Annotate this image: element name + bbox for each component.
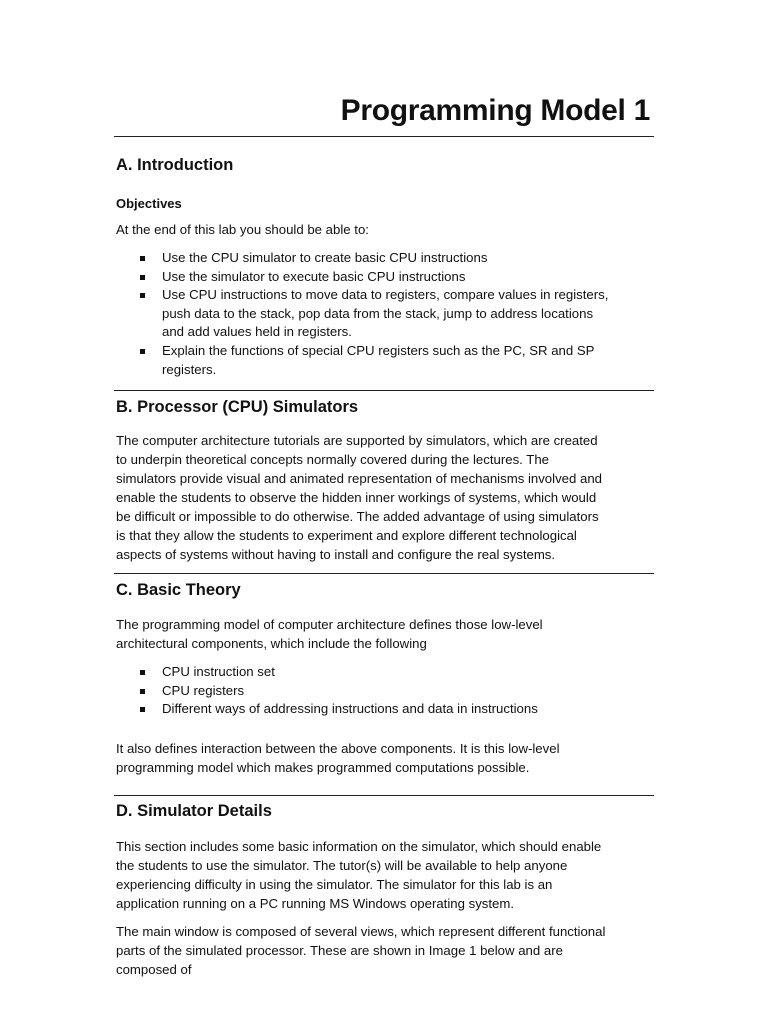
bullet-icon (140, 707, 145, 712)
section-d-paragraph-2 (116, 922, 656, 979)
section-a-heading: A. Introduction (116, 156, 234, 174)
text-line: is that they allow the students to experiment and explore different technological (116, 528, 577, 543)
list-item (140, 342, 640, 379)
text-line: architectural components, which include the following (116, 636, 427, 651)
list-item-text: Use CPU instructions to move data to registers, compare values in registers, (162, 287, 609, 303)
list-item (140, 249, 640, 268)
text-line: The main window is composed of several views, which represent different functional (116, 924, 606, 939)
objectives-label: Objectives (116, 196, 182, 211)
section-c-paragraph-2 (116, 739, 656, 777)
section-a-rule (114, 390, 654, 391)
list-item-text: CPU registers (162, 682, 245, 698)
list-item (140, 682, 640, 701)
list-item (140, 663, 640, 682)
list-item-text: CPU instruction set (162, 664, 275, 679)
list-item-text: Use the simulator to execute basic CPU instructions (162, 268, 466, 284)
bullet-icon (140, 349, 145, 354)
text-line: application running on a PC running MS Windows operating system. (116, 896, 515, 911)
page-title: Programming Model 1 (340, 94, 650, 127)
section-c-rule (114, 795, 654, 796)
text-line: enable the students to observe the hidden inner workings of systems, which would (116, 490, 597, 505)
text-line: aspects of systems without having to install and configure the real systems. (116, 547, 556, 562)
title-rule (114, 136, 654, 137)
list-item-text: Different ways of addressing instructions and data in instructions (162, 701, 538, 717)
bullet-icon (140, 256, 145, 261)
list-item-text: and add values held in registers. (162, 324, 352, 340)
list-item (140, 268, 640, 287)
list-item (140, 700, 640, 719)
text-line: experiencing difficulty in using the simulator. The simulator for this lab is an (116, 877, 553, 892)
objectives-list (140, 249, 640, 379)
section-d-heading: D. Simulator Details (116, 802, 272, 820)
section-b-heading: B. Processor (CPU) Simulators (116, 398, 359, 416)
text-line: simulators provide visual and animated representation of mechanisms involved and (116, 471, 602, 486)
bullet-icon (140, 275, 145, 280)
text-line: the students to use the simulator. The tutor(s) will be available to help anyone (116, 858, 568, 873)
text-line: parts of the simulated processor. These are shown in Image 1 below and are (116, 943, 563, 958)
list-item-text: registers. (162, 361, 217, 377)
text-line: The programming model of computer architecture defines those low-level (116, 617, 543, 632)
text-line: It also defines interaction between the above components. It is this low-level (116, 741, 560, 756)
objectives-intro: At the end of this lab you should be able to: (116, 222, 369, 237)
text-line: to underpin theoretical concepts normally covered during the lectures. The (116, 452, 549, 467)
section-d-paragraph-1 (116, 837, 656, 913)
list-item-text: Explain the functions of special CPU registers such as the PC, SR and SP (162, 342, 595, 358)
text-line: programming model which makes programmed computations possible. (116, 760, 530, 775)
section-c-heading: C. Basic Theory (116, 581, 241, 599)
list-item (140, 286, 640, 342)
list-item-text: Use the CPU simulator to create basic CPU instructions (162, 250, 488, 265)
section-c-paragraph-1 (116, 615, 656, 653)
components-list (140, 663, 640, 719)
section-b-paragraph (116, 431, 656, 564)
section-b-rule (114, 573, 654, 574)
bullet-icon (140, 293, 145, 298)
text-line: The computer architecture tutorials are supported by simulators, which are created (116, 433, 598, 448)
bullet-icon (140, 689, 145, 694)
text-line: composed of (116, 962, 192, 977)
text-line: be difficult or impossible to do otherwise. The added advantage of using simulators (116, 509, 599, 524)
list-item-text: push data to the stack, pop data from the stack, jump to address locations (162, 305, 594, 321)
text-line: This section includes some basic information on the simulator, which should enable (116, 839, 602, 854)
document-page (116, 0, 654, 1024)
bullet-icon (140, 670, 145, 675)
